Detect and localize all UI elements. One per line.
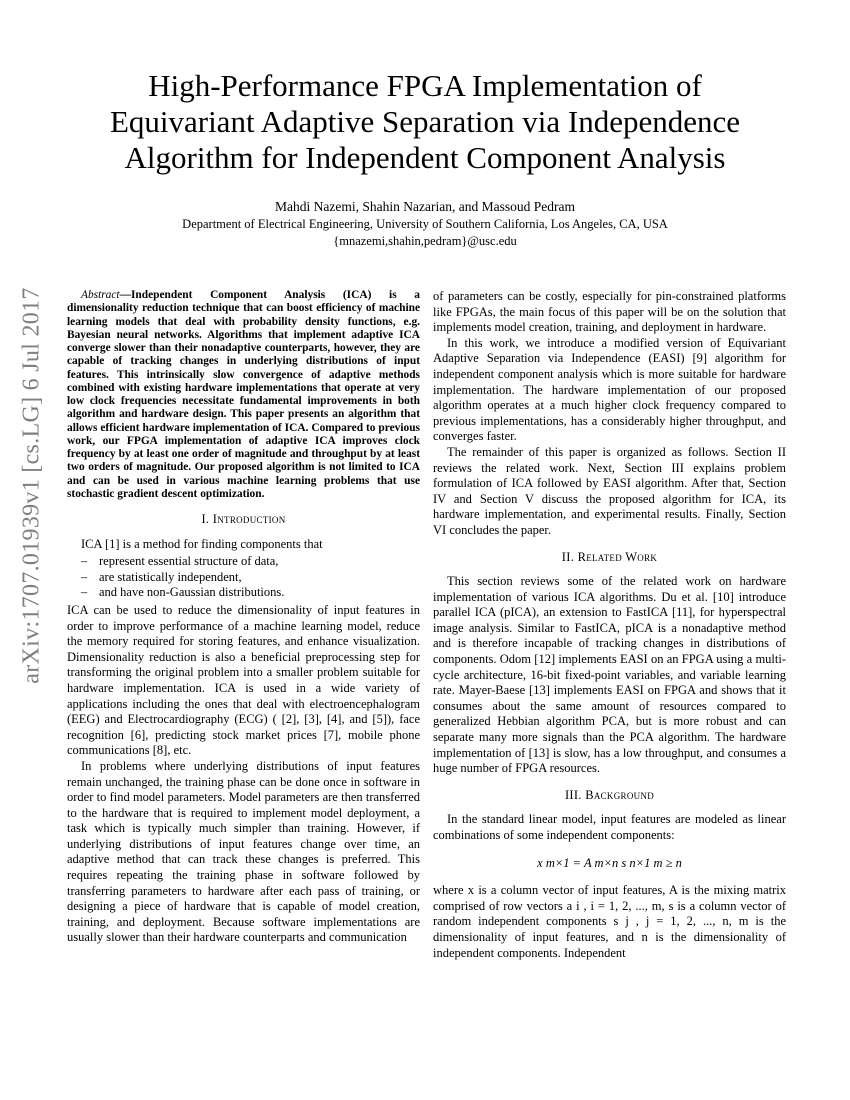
intro-paragraph-3: In this work, we introduce a modified version of Equivariant Adaptive Separation via Independence (EASI) [9] algorithm for independent component analysis which is more suitable for hardware implementation. The hardware implementation of our proposed algorithm operates at a much higher clock frequency compared to previous implementations, has a considerably higher throughput, and converges faster. [433,335,786,444]
affiliation-block [60,216,790,250]
email: {mnazemi,shahin,pedram}@usc.edu [333,234,517,248]
related-work-paragraph: This section reviews some of the related work on hardware implementation of various ICA algorithms. Du et al. [10] introduce parallel ICA (pICA), an extension to FastICA [11], for hyperspectral image analysis. Similar to FastICA, pICA is a nonadaptive method and is therefore incapable of tracking changes in distributions of components. Odom [12] implements EASI on an FPGA using a multi-cycle architecture, 16-bit fixed-point variables, and variable learning rate. Mayer-Baese [13] implements EASI on FPGA and shows that it consumes about the same amount of resources compared to generalized Hebbian algorithm PCA, but is more robust and can separate many more signals than the PCA algorithm. The hardware implementation of [13] is slow, has a low throughput, and consumes a huge number of FPGA resources. [433,574,786,776]
intro-paragraph-2-continued: of parameters can be costly, especially for pin-constrained platforms like FPGAs, the main focus of this paper will be on the solution that implements model creation, training, and deployment in hardware. [433,289,786,335]
list-item: – and have non-Gaussian distributions. [81,585,285,600]
left-column [67,289,420,946]
arxiv-id-text: arXiv:1707.01939v1 [cs.LG] 6 Jul 2017 [18,286,45,684]
background-paragraph-2: where x is a column vector of input features, A is the mixing matrix comprised of row vectors a i , i = 1, 2, ..., m, s is a column vector of random independent components s j , j = 1, 2, ..., n, m is the dimensionality of input features, and n is the dimensionality of independent components. Independent [433,883,786,960]
title-line-3: Algorithm for Independent Component Analysis [124,140,726,175]
section-heading-background: III. Background [564,787,655,802]
paper-title [60,68,790,176]
title-line-1: High-Performance FPGA Implementation of [148,68,702,103]
intro-paragraph-2: In problems where underlying distributions of input features remain unchanged, the training phase can be done once in software in order to find model parameters. Model parameters are then transferred to the hardware that is required to implement model deployment, a task which is typically much simpler than training. However, if underlying distributions of input features change over time, an adaptive method that can track these changes is preferred. This requires repeating the training phase in software followed by transferring parameters to hardware after each pass of training, or designing a piece of hardware that is capable of model creation, training, and deployment. Because software implementations are usually slower than their hardware counterparts and communication [67,758,420,945]
linear-model-equation: x m×1 = A m×n s n×1 m ≥ n [537,855,682,870]
list-item: – are statistically independent, [81,569,242,584]
author-list: Mahdi Nazemi, Shahin Nazarian, and Massoud Pedram [275,199,575,214]
abstract-lead: Abstract [81,289,120,301]
component-properties-list [81,554,420,601]
intro-lead-paragraph: ICA [1] is a method for finding components that [81,536,323,551]
intro-paragraph-1: ICA can be used to reduce the dimensionality of input features in order to improve performance of a machine learning model, reduce the memory required for storing features, and enhance visualization. Dimensionality reduction is also a beneficial preprocessing step for transforming the original problem into a smaller problem suitable for hardware implementation. ICA is used in a wide variety of applications including the ones that deal with electroencephalogram (EEG) and Electrocardiography (ECG) ( [2], [3], [4], and [5]), face recognition [6], predicting stock market prices [7], mobile phone communications [8], etc. [67,602,420,758]
section-heading-related-work: II. Related Work [561,549,658,564]
right-column [433,289,786,961]
affiliation: Department of Electrical Engineering, University of Southern California, Los Angeles, CA, USA [182,217,668,231]
list-bullet: – [81,585,88,600]
background-paragraph-1: In the standard linear model, input features are modeled as linear combinations of some independent components: [433,812,786,842]
title-line-2: Equivariant Adaptive Separation via Independence [109,104,741,139]
intro-paragraph-4: The remainder of this paper is organized as follows. Section II reviews the related work. Next, Section III explains problem formulation of ICA followed by EASI algorithm. After that, Section IV and Section V discuss the proposed algorithm for ICA, its hardware implementation, and experimental results. Finally, Section VI concludes the paper. [433,444,786,537]
list-bullet: – [81,569,88,584]
abstract [67,289,420,501]
abstract-text: —Independent Component Analysis (ICA) is a dimensionality reduction technique that can boost efficiency of machine learning models that deal with probability density functions, e.g. Bayesian neural networks. Algorithms that implement adaptive ICA converge slower than their nonadaptive counterparts, however, they are capable of tracking changes in underlying distributions of input features. This intrinsically slow convergence of adaptive methods combined with existing hardware implementations that operate at very low clock frequencies necessitate fundamental improvements in both algorithm and hardware design. This paper presents an algorithm that allows efficient hardware implementation of ICA. Compared to previous work, our FPGA implementation of adaptive ICA improves clock frequency by at least one order of magnitude and throughput by at least two orders of magnitude. Our proposed algorithm is not limited to ICA and can be used in various machine learning problems that use stochastic gradient descent optimization. [67,289,420,500]
list-item: – represent essential structure of data, [81,554,279,569]
list-bullet: – [81,554,88,569]
section-heading-introduction: I. Introduction [201,512,286,526]
arxiv-identifier [2,286,62,684]
